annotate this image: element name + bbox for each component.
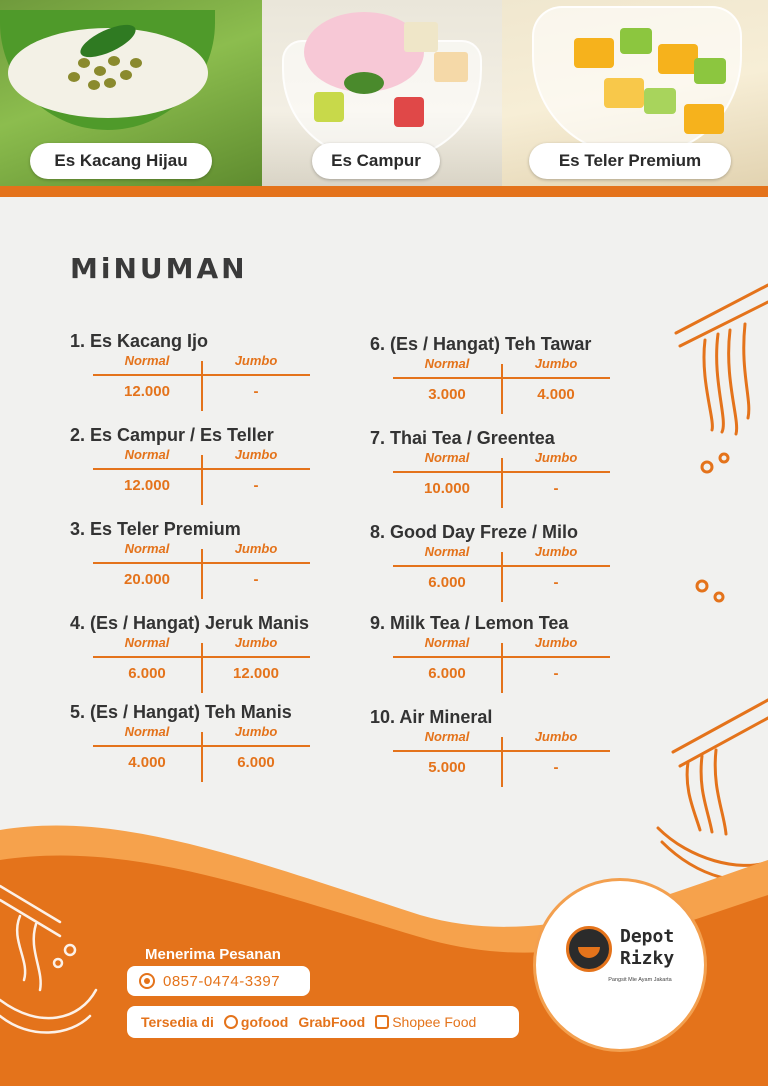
- item-name: 8. Good Day Freze / Milo: [370, 522, 579, 542]
- logo-tagline: Pangsit Mie Ayam Jakarta: [608, 977, 672, 983]
- price-normal: 3.000: [428, 386, 466, 403]
- price-grid: [393, 356, 610, 416]
- label-es-teler-premium: Es Teler Premium: [529, 143, 731, 179]
- price-normal: 5.000: [428, 759, 466, 776]
- shopeefood-brand[interactable]: [375, 1014, 476, 1030]
- col-normal-header: Normal: [424, 729, 470, 744]
- label-es-kacang-hijau: Es Kacang Hijau: [30, 143, 212, 179]
- price-grid: [93, 353, 310, 413]
- price-jumbo: -: [253, 383, 259, 400]
- col-normal-header: Normal: [424, 544, 470, 559]
- col-jumbo-header: Jumbo: [234, 541, 278, 556]
- col-jumbo-header: Jumbo: [234, 447, 278, 462]
- grabfood-brand[interactable]: [298, 1014, 365, 1030]
- col-jumbo-header: Jumbo: [534, 729, 578, 744]
- col-jumbo-header: Jumbo: [534, 356, 578, 371]
- logo-line-2: Rizky: [620, 948, 675, 969]
- whatsapp-icon: [139, 973, 155, 989]
- price-jumbo: -: [553, 759, 559, 776]
- col-jumbo-header: Jumbo: [534, 544, 578, 559]
- col-normal-header: Normal: [124, 353, 170, 368]
- price-jumbo: -: [253, 571, 259, 588]
- item-name: 10. Air Mineral: [370, 707, 493, 727]
- price-jumbo: 4.000: [537, 386, 575, 403]
- item-name: 3. Es Teler Premium: [70, 519, 241, 539]
- price-grid: [93, 541, 310, 601]
- phone-box[interactable]: [127, 966, 310, 996]
- item-name: 2. Es Campur / Es Teller: [70, 425, 274, 445]
- item-name: 9. Milk Tea / Lemon Tea: [370, 613, 569, 633]
- col-jumbo-header: Jumbo: [234, 353, 278, 368]
- col-normal-header: Normal: [124, 635, 170, 650]
- col-normal-header: Normal: [424, 450, 470, 465]
- col-normal-header: Normal: [124, 541, 170, 556]
- col-jumbo-header: Jumbo: [534, 635, 578, 650]
- grabfood-label: GrabFood: [298, 1014, 366, 1030]
- item-name: 6. (Es / Hangat) Teh Tawar: [370, 334, 592, 354]
- price-normal: 20.000: [124, 571, 170, 588]
- order-label: Menerima Pesanan: [145, 946, 281, 963]
- col-normal-header: Normal: [424, 356, 470, 371]
- col-normal-header: Normal: [124, 447, 170, 462]
- item-name: 5. (Es / Hangat) Teh Manis: [70, 702, 292, 722]
- price-grid: [93, 635, 310, 695]
- price-normal: 12.000: [124, 383, 170, 400]
- gofood-icon: [224, 1015, 238, 1029]
- price-jumbo: 6.000: [237, 754, 275, 771]
- price-grid: [93, 447, 310, 507]
- shopeefood-label: Shopee Food: [392, 1014, 477, 1030]
- price-jumbo: -: [553, 574, 559, 591]
- delivery-platforms: [127, 1006, 519, 1038]
- price-jumbo: -: [253, 477, 259, 494]
- menu-title: MiNUMAN: [70, 252, 248, 285]
- col-jumbo-header: Jumbo: [234, 635, 278, 650]
- price-normal: 10.000: [424, 480, 470, 497]
- logo-name: [620, 926, 700, 970]
- available-label: Tersedia di: [141, 1014, 214, 1030]
- col-jumbo-header: Jumbo: [534, 450, 578, 465]
- price-normal: 6.000: [128, 665, 166, 682]
- item-name: 1. Es Kacang Ijo: [70, 331, 209, 351]
- price-grid: [393, 635, 610, 695]
- item-name: 7. Thai Tea / Greentea: [370, 428, 555, 448]
- price-grid: [393, 729, 610, 789]
- col-normal-header: Normal: [124, 724, 170, 739]
- price-normal: 6.000: [428, 574, 466, 591]
- price-jumbo: -: [553, 480, 559, 497]
- price-grid: [93, 724, 310, 784]
- price-jumbo: 12.000: [233, 665, 279, 682]
- phone-number[interactable]: 0857-0474-3397: [163, 972, 281, 990]
- bowl-logo-icon: [566, 926, 612, 972]
- gofood-label: gofood: [240, 1014, 289, 1030]
- gofood-brand[interactable]: [224, 1014, 288, 1030]
- price-jumbo: -: [553, 665, 559, 682]
- shopeefood-icon: [375, 1015, 389, 1029]
- price-grid: [393, 544, 610, 604]
- label-es-campur: Es Campur: [312, 143, 440, 179]
- logo-line-1: Depot: [620, 926, 675, 947]
- price-grid: [393, 450, 610, 510]
- col-normal-header: Normal: [424, 635, 470, 650]
- price-normal: 6.000: [428, 665, 466, 682]
- price-normal: 4.000: [128, 754, 166, 771]
- price-normal: 12.000: [124, 477, 170, 494]
- col-jumbo-header: Jumbo: [234, 724, 278, 739]
- item-name: 4. (Es / Hangat) Jeruk Manis: [70, 613, 310, 633]
